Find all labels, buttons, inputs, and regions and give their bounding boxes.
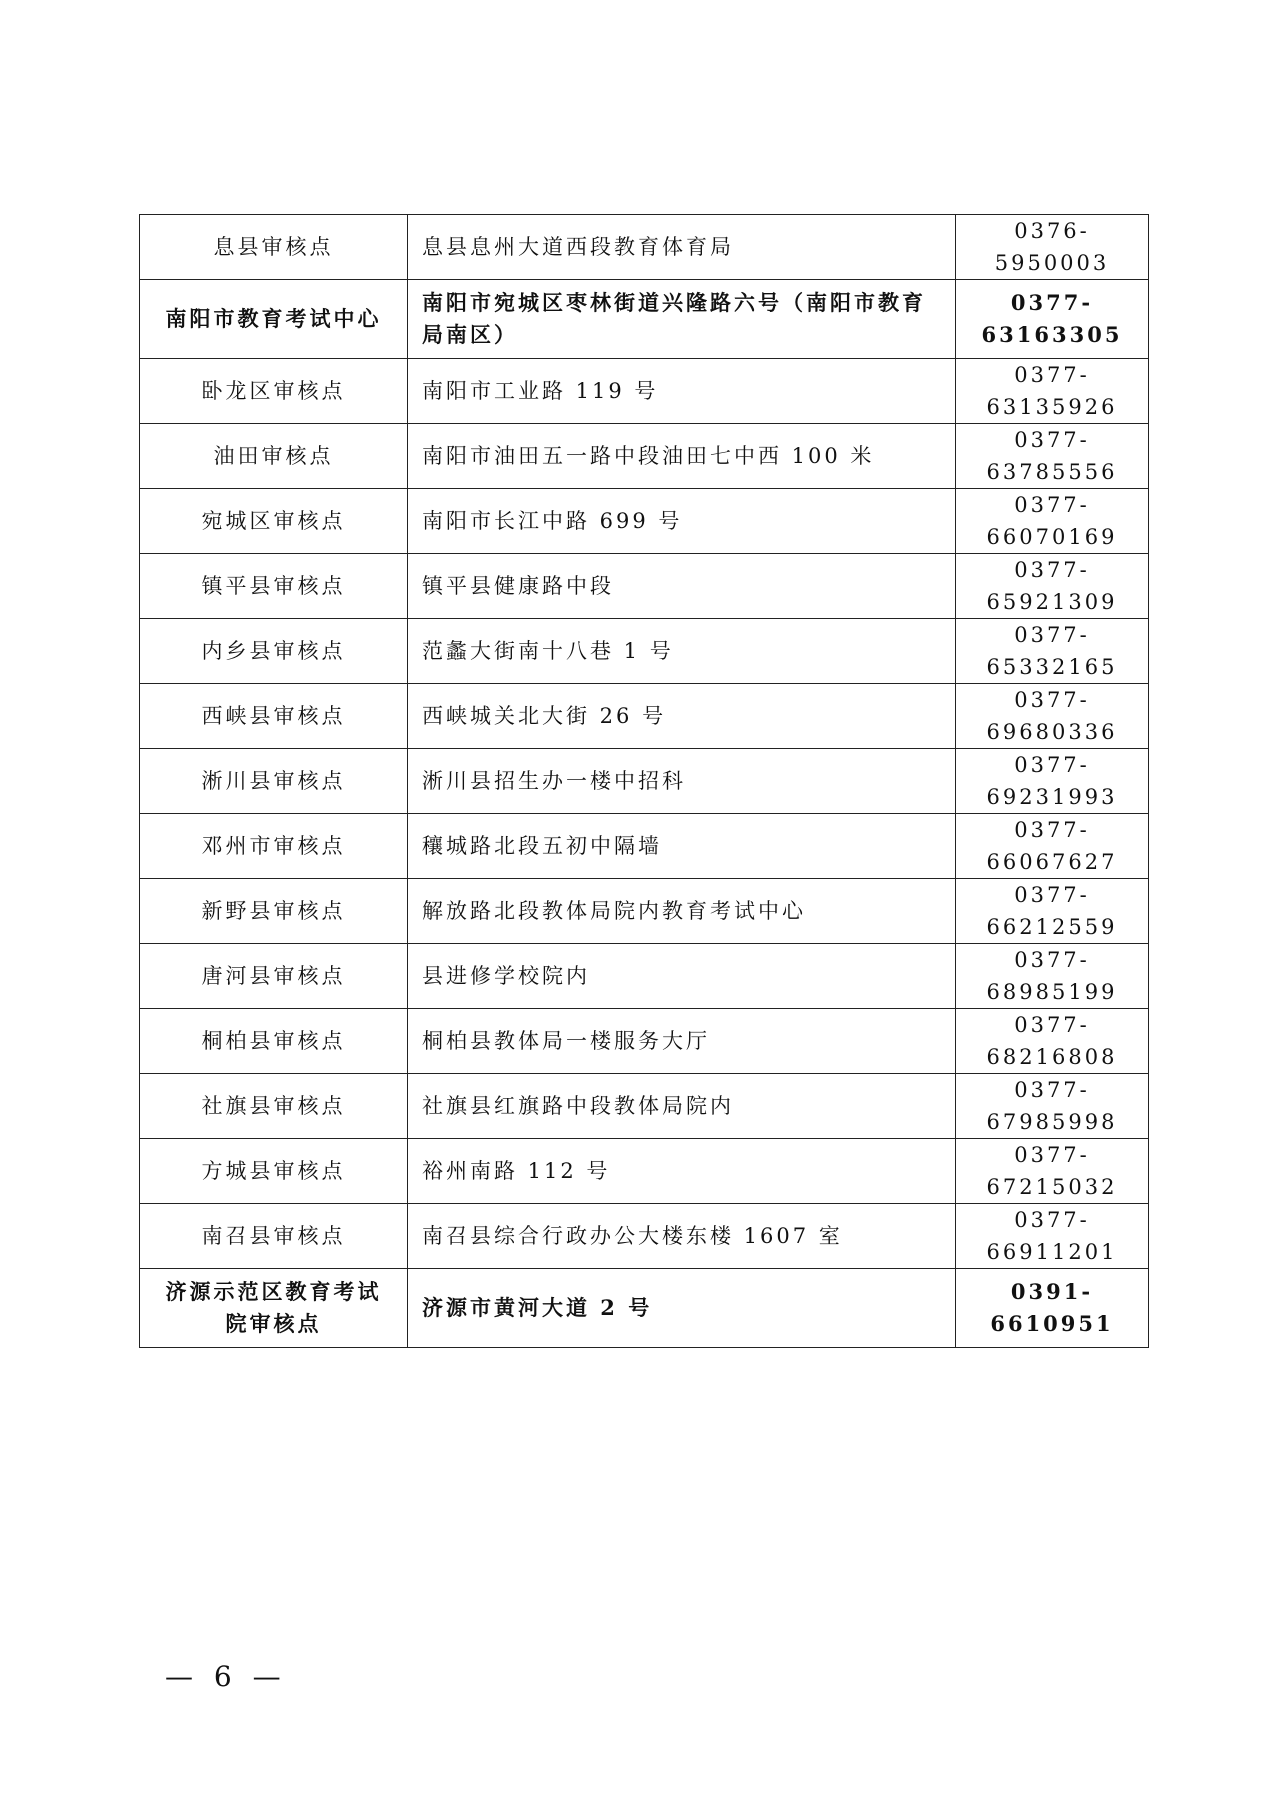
- site-name-cell: 南召县审核点: [140, 1204, 408, 1269]
- site-address-cell: 社旗县红旗路中段教体局院内: [408, 1074, 956, 1139]
- site-phone-cell: 0377-68216808: [956, 1009, 1149, 1074]
- table-row: [140, 879, 1149, 944]
- site-name-cell: 卧龙区审核点: [140, 359, 408, 424]
- table-row: [140, 1204, 1149, 1269]
- site-address-cell: 裕州南路 112 号: [408, 1139, 956, 1204]
- site-name-cell: 方城县审核点: [140, 1139, 408, 1204]
- site-name-cell: 内乡县审核点: [140, 619, 408, 684]
- site-phone-cell: 0377-69680336: [956, 684, 1149, 749]
- site-address-cell: 南阳市长江中路 699 号: [408, 489, 956, 554]
- table-row: [140, 1269, 1149, 1348]
- site-phone-cell: 0377-65921309: [956, 554, 1149, 619]
- site-name-cell: 南阳市教育考试中心: [140, 280, 408, 359]
- site-address-cell: 息县息州大道西段教育体育局: [408, 215, 956, 280]
- table-row: [140, 1074, 1149, 1139]
- site-address-cell: 桐柏县教体局一楼服务大厅: [408, 1009, 956, 1074]
- table-row: [140, 944, 1149, 1009]
- review-sites-table: [139, 214, 1149, 1348]
- table-row: [140, 554, 1149, 619]
- site-phone-cell: 0377-63135926: [956, 359, 1149, 424]
- site-address-cell: 范蠡大街南十八巷 1 号: [408, 619, 956, 684]
- table-row: [140, 359, 1149, 424]
- site-phone-cell: 0377-66067627: [956, 814, 1149, 879]
- site-name-cell: 新野县审核点: [140, 879, 408, 944]
- site-phone-cell: 0377-63163305: [956, 280, 1149, 359]
- table-row: [140, 1139, 1149, 1204]
- site-name-cell: 镇平县审核点: [140, 554, 408, 619]
- site-name-cell: 唐河县审核点: [140, 944, 408, 1009]
- site-address-cell: 镇平县健康路中段: [408, 554, 956, 619]
- site-name-cell: 社旗县审核点: [140, 1074, 408, 1139]
- table-row: [140, 1009, 1149, 1074]
- site-name-cell: 息县审核点: [140, 215, 408, 280]
- table-row: [140, 684, 1149, 749]
- site-name-cell: 邓州市审核点: [140, 814, 408, 879]
- site-phone-cell: 0377-66212559: [956, 879, 1149, 944]
- site-phone-cell: 0377-65332165: [956, 619, 1149, 684]
- table-row: [140, 749, 1149, 814]
- table-row: [140, 424, 1149, 489]
- page-number: — 6 —: [165, 1660, 287, 1693]
- site-name-cell: 宛城区审核点: [140, 489, 408, 554]
- site-address-cell: 淅川县招生办一楼中招科: [408, 749, 956, 814]
- site-address-cell: 南阳市工业路 119 号: [408, 359, 956, 424]
- site-name-cell: 济源示范区教育考试院审核点: [140, 1269, 408, 1348]
- site-address-cell: 南阳市宛城区枣林街道兴隆路六号（南阳市教育局南区）: [408, 280, 956, 359]
- site-address-cell: 穰城路北段五初中隔墙: [408, 814, 956, 879]
- site-phone-cell: 0377-66070169: [956, 489, 1149, 554]
- table-body: [140, 215, 1149, 1348]
- table-row: [140, 814, 1149, 879]
- site-phone-cell: 0377-63785556: [956, 424, 1149, 489]
- table-row: [140, 215, 1149, 280]
- site-name-cell: 淅川县审核点: [140, 749, 408, 814]
- site-address-cell: 西峡城关北大街 26 号: [408, 684, 956, 749]
- site-phone-cell: 0377-68985199: [956, 944, 1149, 1009]
- site-address-cell: 县进修学校院内: [408, 944, 956, 1009]
- site-phone-cell: 0391-6610951: [956, 1269, 1149, 1348]
- site-address-cell: 南召县综合行政办公大楼东楼 1607 室: [408, 1204, 956, 1269]
- table-row: [140, 489, 1149, 554]
- site-address-cell: 南阳市油田五一路中段油田七中西 100 米: [408, 424, 956, 489]
- site-phone-cell: 0377-67985998: [956, 1074, 1149, 1139]
- site-name-cell: 西峡县审核点: [140, 684, 408, 749]
- site-name-cell: 油田审核点: [140, 424, 408, 489]
- site-phone-cell: 0377-66911201: [956, 1204, 1149, 1269]
- site-phone-cell: 0377-69231993: [956, 749, 1149, 814]
- site-name-cell: 桐柏县审核点: [140, 1009, 408, 1074]
- table-row: [140, 619, 1149, 684]
- site-phone-cell: 0377-67215032: [956, 1139, 1149, 1204]
- table-row: [140, 280, 1149, 359]
- site-phone-cell: 0376-5950003: [956, 215, 1149, 280]
- site-address-cell: 济源市黄河大道 2 号: [408, 1269, 956, 1348]
- site-address-cell: 解放路北段教体局院内教育考试中心: [408, 879, 956, 944]
